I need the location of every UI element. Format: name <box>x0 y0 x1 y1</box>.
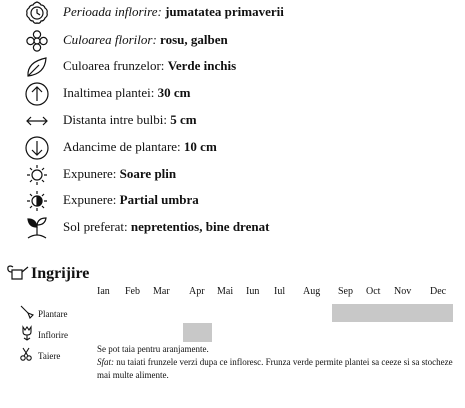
attr-value: nepretentios, bine drenat <box>130 219 270 234</box>
attr-label: Expunere: <box>63 192 117 207</box>
attr-row-flower-color <box>0 28 465 55</box>
leaf-icon <box>24 54 50 80</box>
shovel-icon <box>19 304 35 320</box>
attr-row-exposure-full-sun <box>0 162 465 189</box>
month-label: Feb <box>125 286 140 297</box>
pruning-note: Se pot taia pentru aranjamente. <box>97 344 209 354</box>
care-title: Ingrijire <box>31 265 90 282</box>
attr-value: 5 cm <box>170 112 197 127</box>
tip-note <box>97 356 457 382</box>
attr-label: Inaltimea plantei: <box>63 85 155 100</box>
attr-label: Culoarea frunzelor: <box>63 58 165 73</box>
flower-clock-icon <box>24 0 50 26</box>
arrow-down-circle-icon <box>24 135 50 161</box>
attr-value: Soare plin <box>119 166 177 181</box>
month-header-row <box>0 286 465 302</box>
attr-value: 30 cm <box>157 85 191 100</box>
care-section-header <box>6 262 206 288</box>
month-label: Apr <box>189 286 205 297</box>
care-row-label: Inflorire <box>38 330 68 340</box>
attr-row-exposure-partial-shade <box>0 188 465 215</box>
double-arrow-horizontal-icon <box>24 108 50 134</box>
watering-can-icon <box>6 262 30 282</box>
scissors-icon <box>19 346 35 362</box>
attr-value: 10 cm <box>183 139 217 154</box>
care-row-label: Taiere <box>38 351 61 361</box>
month-label: Nov <box>394 286 412 297</box>
sprout-icon <box>24 215 50 241</box>
attr-value: Partial umbra <box>119 192 199 207</box>
care-row-label: Plantare <box>38 309 68 319</box>
attr-row-plant-height <box>0 81 465 108</box>
attr-label: Adancime de plantare: <box>63 139 181 154</box>
month-label: Sep <box>338 286 353 297</box>
care-notes <box>97 343 457 382</box>
month-label: Aug <box>303 286 321 297</box>
month-label: Oct <box>366 286 381 297</box>
flowering-period-bar <box>183 323 212 342</box>
attr-row-preferred-soil <box>0 215 465 242</box>
attr-label: Expunere: <box>63 166 117 181</box>
tulip-icon <box>19 325 35 341</box>
attr-row-leaf-color <box>0 54 465 81</box>
month-label: Mai <box>217 286 234 297</box>
half-sun-icon <box>24 188 50 214</box>
attr-row-bulb-spacing <box>0 108 465 135</box>
attr-value: Verde inchis <box>167 58 237 73</box>
planting-period-bar <box>332 304 453 322</box>
attr-value: rosu, galben <box>160 32 228 47</box>
month-label: Iul <box>274 286 286 297</box>
month-label: Mar <box>153 286 170 297</box>
attr-label: Sol preferat: <box>63 219 128 234</box>
month-label: Dec <box>430 286 447 297</box>
sun-icon <box>24 162 50 188</box>
month-label: Iun <box>246 286 260 297</box>
attr-row-planting-depth <box>0 135 465 162</box>
attr-label: Culoarea florilor: <box>63 32 157 47</box>
attr-label: Perioada inflorire: <box>63 4 162 19</box>
attr-row-flowering-period <box>0 0 465 27</box>
attr-label: Distanta intre bulbi: <box>63 112 167 127</box>
tip-label: Sfat: <box>97 357 114 367</box>
flower-icon <box>24 28 50 54</box>
tip-text: nu taiati frunzele verzi dupa ce infloresc. Frunza verde permite plantei sa ceeze si sa stocheze mai multe alimente. <box>97 357 453 380</box>
arrow-up-circle-icon <box>24 81 50 107</box>
attr-value: jumatatea primaverii <box>165 4 284 19</box>
month-label: Ian <box>97 286 110 297</box>
